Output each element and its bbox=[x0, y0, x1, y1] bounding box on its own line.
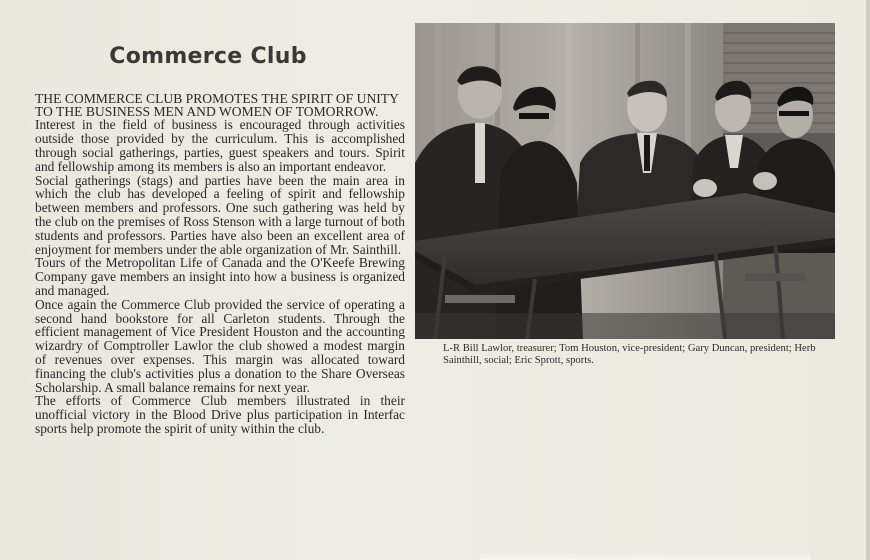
body-paragraph: Once again the Commerce Club provided the service of operating a second hand bookstore for all Carleton students. Through the efficient management of Vice President Houston and the accounting wizardry of Comptroller Lawlor the club showed a modest margin of revenues over expenses. This margin was allocated toward financing the club's activities plus a donation to the Share Overseas Scholarship. A small balance remains for next year. bbox=[35, 296, 405, 395]
body-paragraph: Social gatherings (stags) and parties have been the main area in which the club has developed a feeling of spirit and fellowship between members and professors. One such gathering was held by the club on the premises of Ross Stenson with a large turnout of both students and professors. Parties have also been an excellent area of enjoyment for members under the able organization of Mr. Sainthill. bbox=[35, 172, 405, 257]
page-title: Commerce Club bbox=[109, 44, 307, 69]
article-body bbox=[35, 92, 405, 436]
body-paragraph: The efforts of Commerce Club members illustrated in their unofficial victory in the Blood Drive plus participation in Interfac sports help promote the spirit of unity within the club. bbox=[35, 393, 405, 436]
group-photo bbox=[415, 23, 835, 339]
body-paragraph: Tours of the Metropolitan Life of Canada and the O'Keefe Brewing Company gave members an insight into how a business is organized and managed. bbox=[35, 255, 405, 298]
lead-paragraph: THE COMMERCE CLUB PROMOTES THE SPIRIT OF UNITY TO THE BUSINESS MEN AND WOMEN OF TOMORROW. bbox=[35, 91, 399, 120]
body-paragraph: Interest in the field of business is encouraged through activities outside those provided by the curriculum. This is accomplished through social gatherings, parties, guest speakers and tours. Spirit and fellowship among its members is also an important endeavor. bbox=[35, 117, 405, 174]
group-photo-illustration bbox=[415, 23, 835, 339]
page-fold-shadow bbox=[480, 552, 810, 560]
page-edge bbox=[866, 0, 870, 560]
photo-caption: L-R Bill Lawlor, treasurer; Tom Houston, vice-president; Gary Duncan, president; Herb Sainthill, social; Eric Sprott, sports. bbox=[443, 343, 816, 366]
